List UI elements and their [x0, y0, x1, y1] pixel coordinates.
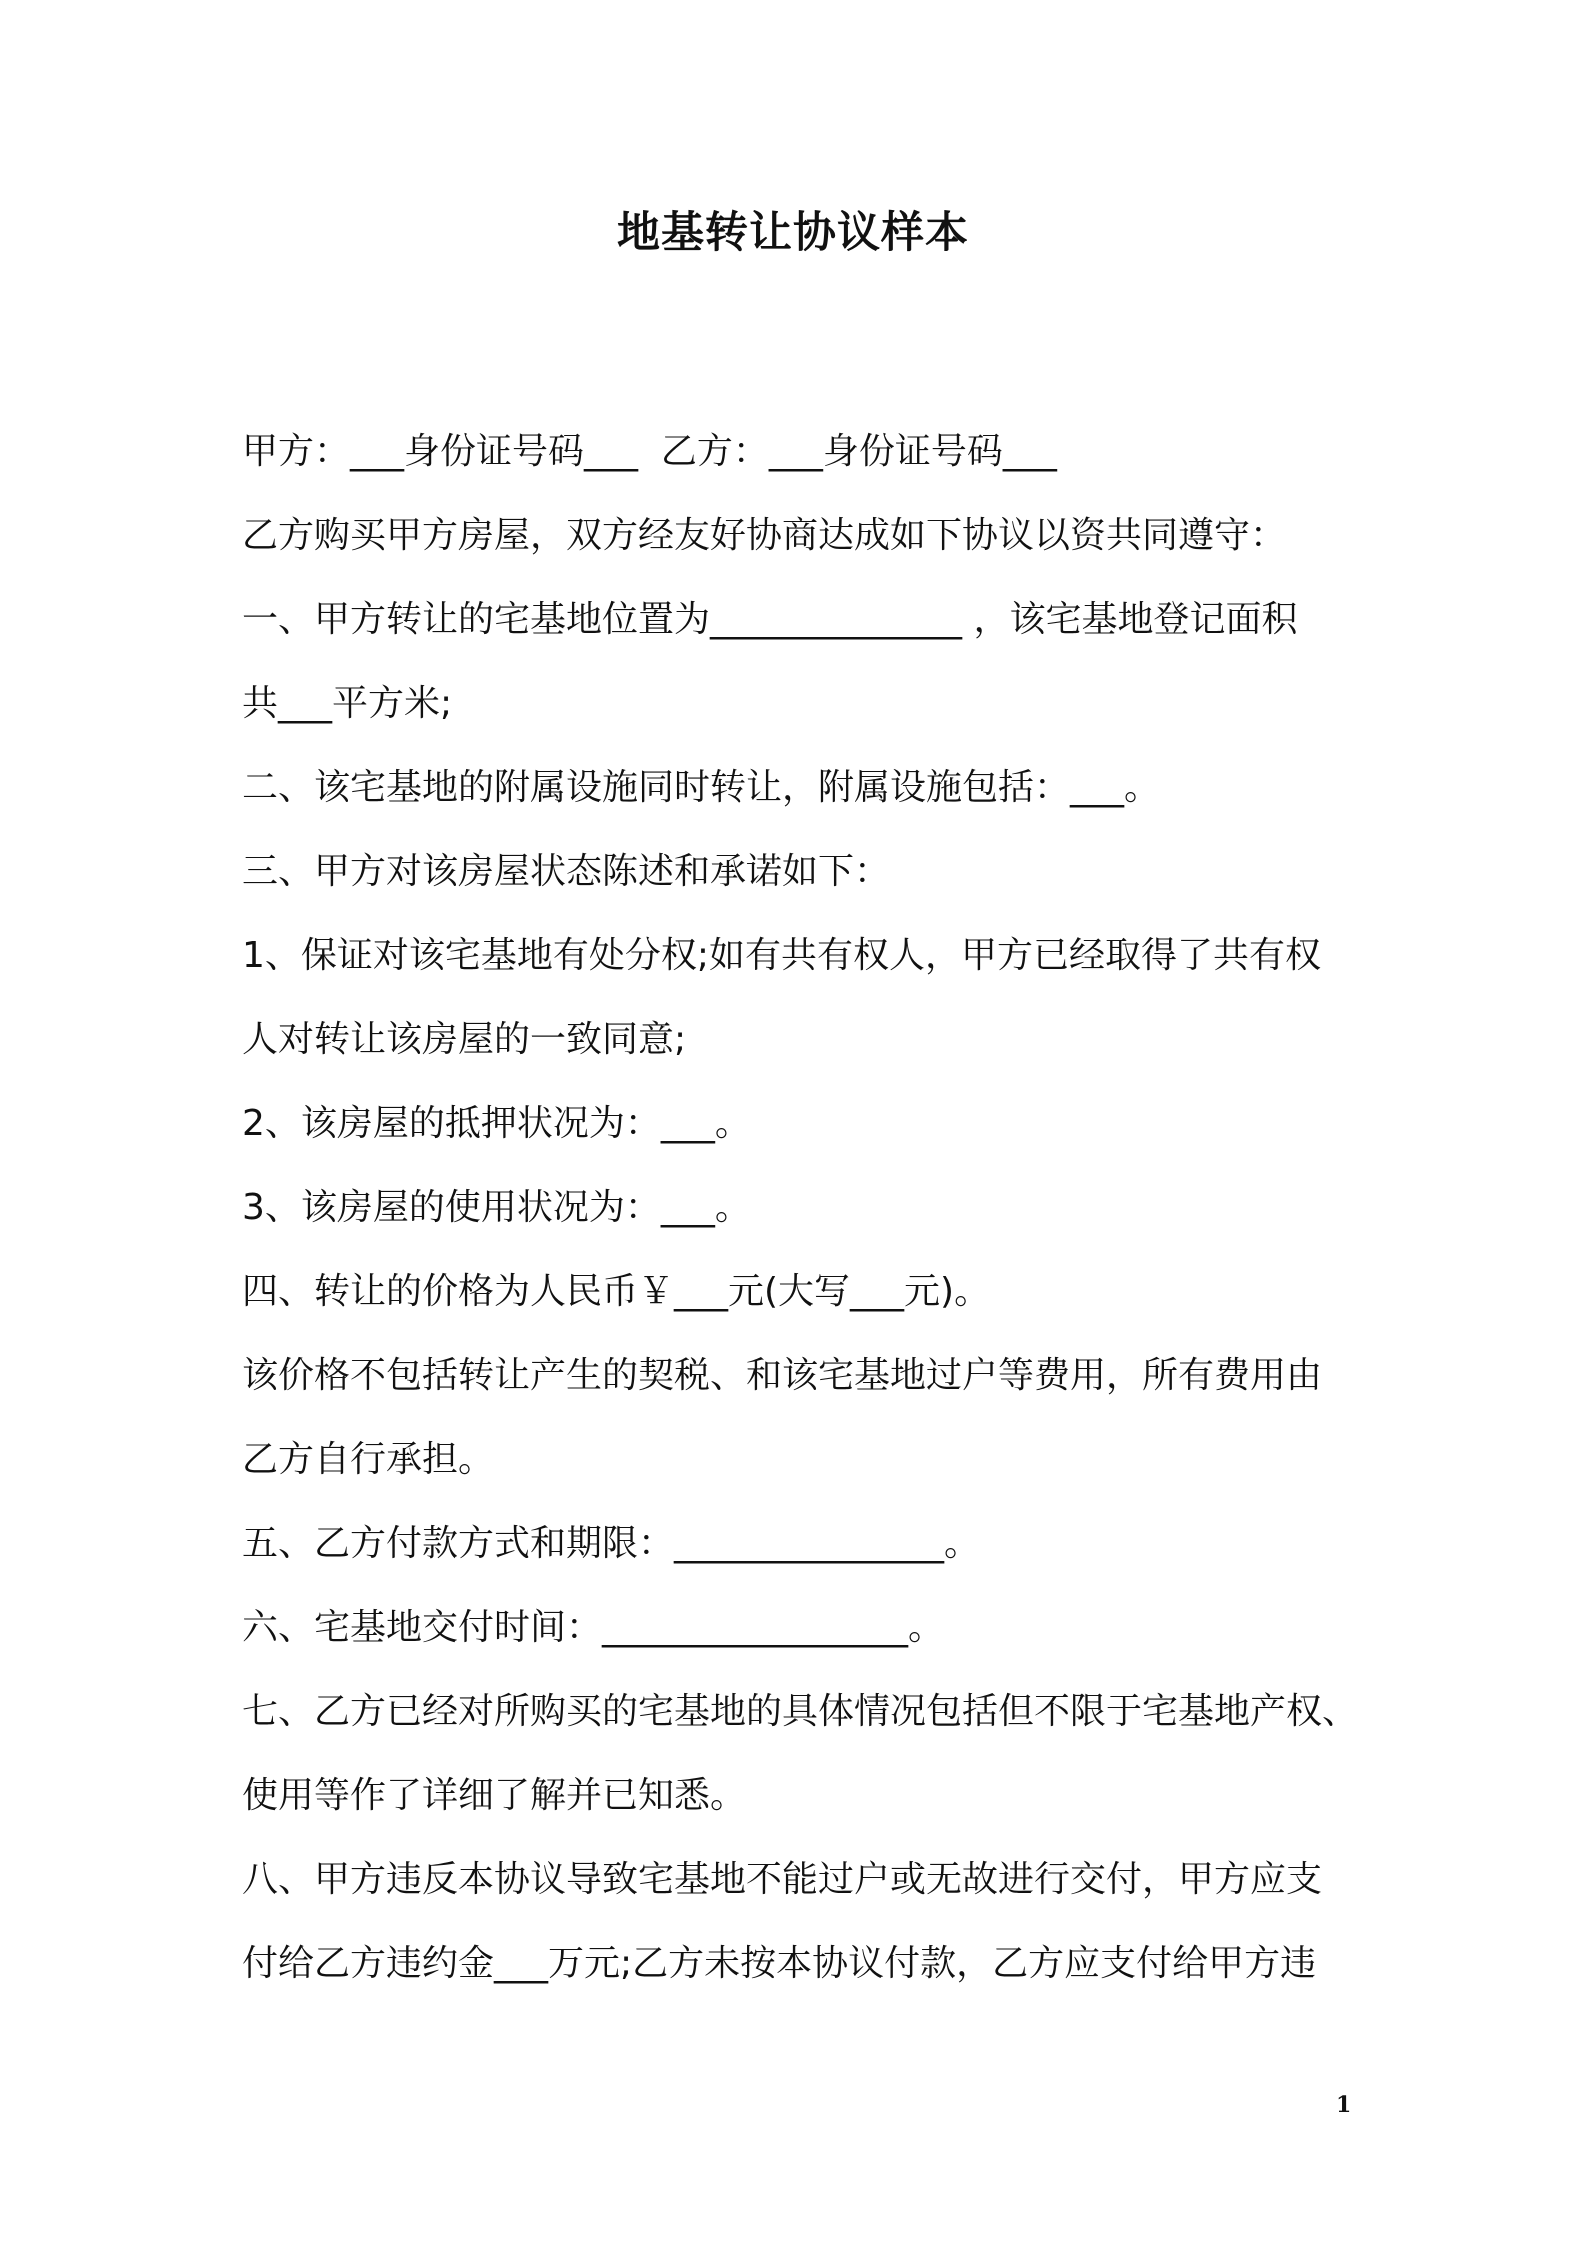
document-body [242, 410, 1382, 2006]
clause-3-item-1-line-2: 人对转让该房屋的一致同意; [242, 1019, 687, 1060]
clause-4-note-line-1: 该价格不包括转让产生的契税、和该宅基地过户等费用，所有费用由 [242, 1355, 1323, 1396]
clause-2-line: 二、该宅基地的附属设施同时转让，附属设施包括：___。 [242, 767, 1161, 808]
clause-3-item-1-line-1: 1、保证对该宅基地有处分权;如有共有权人，甲方已经取得了共有权 [242, 935, 1322, 976]
page-number: 1 [1336, 2092, 1352, 2118]
clause-3-item-3-line: 3、该房屋的使用状况为：___。 [242, 1187, 751, 1228]
document-title: 地基转让协议样本 [617, 208, 969, 258]
clause-7-line-1: 七、乙方已经对所购买的宅基地的具体情况包括但不限于宅基地产权、 [242, 1691, 1359, 1732]
party-info-line: 甲方：___身份证号码___ 乙方：___身份证号码___ [242, 431, 1057, 472]
clause-4-note-line-2: 乙方自行承担。 [242, 1439, 495, 1480]
clause-7-line-2: 使用等作了详细了解并已知悉。 [242, 1775, 747, 1816]
clause-6-line: 六、宅基地交付时间：_________________。 [242, 1607, 945, 1648]
clause-4-line: 四、转让的价格为人民币￥___元(大写___元)。 [242, 1271, 991, 1312]
clause-8-line-2: 付给乙方违约金___万元;乙方未按本协议付款，乙方应支付给甲方违 [242, 1943, 1317, 1984]
clause-3-line: 三、甲方对该房屋状态陈述和承诺如下： [242, 851, 891, 892]
clause-1-line-1: 一、甲方转让的宅基地位置为______________ ，该宅基地登记面积 [242, 599, 1298, 640]
clause-1-line-2: 共___平方米; [242, 683, 453, 724]
clause-3-item-2-line: 2、该房屋的抵押状况为：___。 [242, 1103, 751, 1144]
clause-8-line-1: 八、甲方违反本协议导致宅基地不能过户或无故进行交付，甲方应支 [242, 1859, 1323, 1900]
preamble-line: 乙方购买甲方房屋，双方经友好协商达成如下协议以资共同遵守： [242, 515, 1287, 556]
clause-5-line: 五、乙方付款方式和期限：_______________。 [242, 1523, 981, 1564]
